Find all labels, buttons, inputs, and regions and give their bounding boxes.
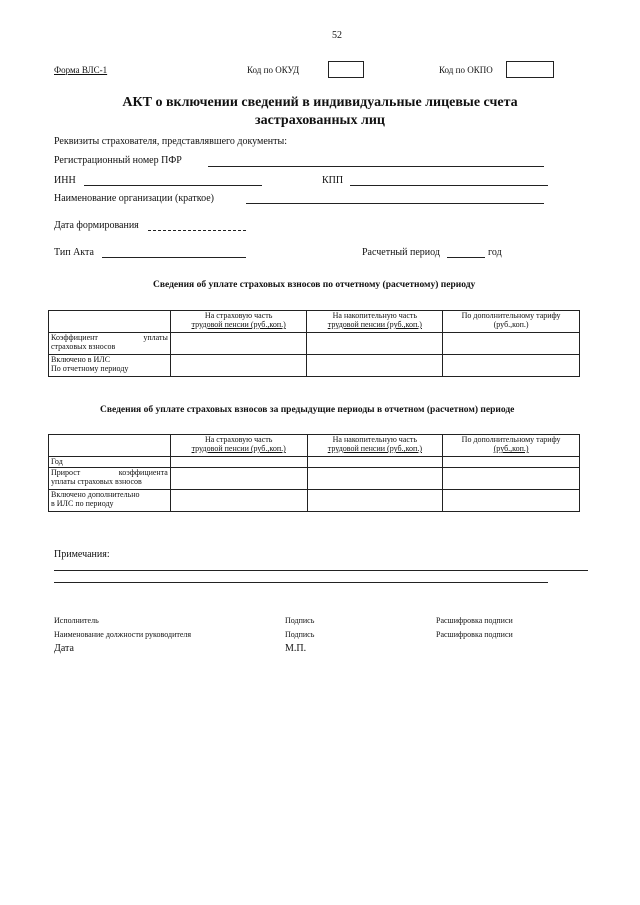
kpp-label: КПП (322, 175, 344, 186)
signature-decoding-1: Расшифровка подписи (436, 616, 513, 625)
pfr-field-line[interactable] (208, 166, 544, 167)
date-formed-field-line[interactable] (148, 230, 246, 231)
table1-header-insurance: На страховую часть трудовой пенсии (руб.,коп.) (170, 311, 307, 333)
table1-header-additional: По дополнительному тарифу (руб.,коп.) (443, 311, 580, 333)
notes-line-1[interactable] (54, 570, 588, 571)
page-number: 52 (332, 30, 342, 41)
table1-row-label: Коэффициент уплаты страховых взносов (49, 333, 171, 355)
pfr-label: Регистрационный номер ПФР (54, 155, 182, 166)
table-row (49, 457, 580, 468)
org-name-label: Наименование организации (краткое) (54, 193, 214, 204)
table1-cell[interactable] (307, 333, 443, 355)
table2-header-additional: По дополнительному тарифу (руб.,коп.) (443, 435, 580, 457)
okpo-code-box[interactable] (506, 61, 554, 78)
period-year-suffix: год (488, 247, 502, 258)
table1-header-row (49, 311, 580, 333)
table2-cell[interactable] (443, 468, 580, 490)
period-label: Расчетный период (362, 247, 440, 258)
table2-header-funded: На накопительную часть трудовой пенсии (руб.,коп.) (307, 435, 443, 457)
table1-cell[interactable] (170, 355, 307, 377)
org-name-field-line[interactable] (246, 203, 544, 204)
table2-corner-cell (49, 435, 171, 457)
table-row (49, 490, 580, 512)
table2-header-insurance: На страховую часть трудовой пенсии (руб.,коп.) (170, 435, 307, 457)
act-type-field-line[interactable] (102, 257, 246, 258)
table1 (48, 310, 580, 377)
form-name: Форма ВЛС-1 (54, 65, 108, 75)
okud-code-box[interactable] (328, 61, 364, 78)
table2-cell[interactable] (170, 490, 307, 512)
table1-row-label: Включено в ИЛС По отчетному периоду (49, 355, 171, 377)
table2-cell[interactable] (307, 490, 443, 512)
table2-row-label: Включено дополнительно в ИЛС по периоду (49, 490, 171, 512)
act-title-line2: застрахованных лиц (255, 113, 385, 128)
period-field-line[interactable] (447, 257, 485, 258)
table1-cell[interactable] (170, 333, 307, 355)
date-formed-label: Дата формирования (54, 220, 139, 231)
table1-header-funded: На накопительную часть трудовой пенсии (руб.,коп.) (307, 311, 443, 333)
signature-label-2: Подпись (285, 630, 315, 639)
table2-row-label: Год (49, 457, 171, 468)
table-row (49, 333, 580, 355)
table2-row-label: Прирост коэффициента уплаты страховых взносов (49, 468, 171, 490)
table2-cell[interactable] (170, 457, 307, 468)
table2-header-row (49, 435, 580, 457)
table2-cell[interactable] (307, 468, 443, 490)
table2-cell[interactable] (307, 457, 443, 468)
requisites-label: Реквизиты страхователя, представлявшего документы: (54, 136, 288, 147)
signature-label-1: Подпись (285, 616, 315, 625)
table2-title: Сведения об уплате страховых взносов за предыдущие периоды в отчетном (расчетном) периоде (100, 405, 515, 415)
table1-cell[interactable] (443, 355, 580, 377)
stamp-label: М.П. (285, 643, 307, 654)
table1-cell[interactable] (307, 355, 443, 377)
executor-label: Исполнитель (54, 616, 99, 625)
date-label: Дата (54, 643, 74, 654)
table2-cell[interactable] (443, 457, 580, 468)
kpp-field-line[interactable] (350, 185, 548, 186)
manager-position-label: Наименование должности руководителя (54, 630, 192, 639)
inn-label: ИНН (54, 175, 76, 186)
inn-field-line[interactable] (84, 185, 262, 186)
notes-line-2[interactable] (54, 582, 548, 583)
okpo-label: Код по ОКПО (439, 65, 493, 75)
act-title-line1: АКТ о включении сведений в индивидуальные лицевые счета (122, 95, 518, 110)
table-row (49, 355, 580, 377)
okud-label: Код по ОКУД (247, 65, 300, 75)
table1-cell[interactable] (443, 333, 580, 355)
signature-decoding-2: Расшифровка подписи (436, 630, 513, 639)
table-row (49, 468, 580, 490)
notes-label: Примечания: (54, 549, 110, 560)
table1-corner-cell (49, 311, 171, 333)
table2-cell[interactable] (443, 490, 580, 512)
table2-cell[interactable] (170, 468, 307, 490)
table2 (48, 434, 580, 512)
act-type-label: Тип Акта (54, 247, 94, 258)
table1-title: Сведения об уплате страховых взносов по отчетному (расчетному) периоду (153, 280, 476, 290)
